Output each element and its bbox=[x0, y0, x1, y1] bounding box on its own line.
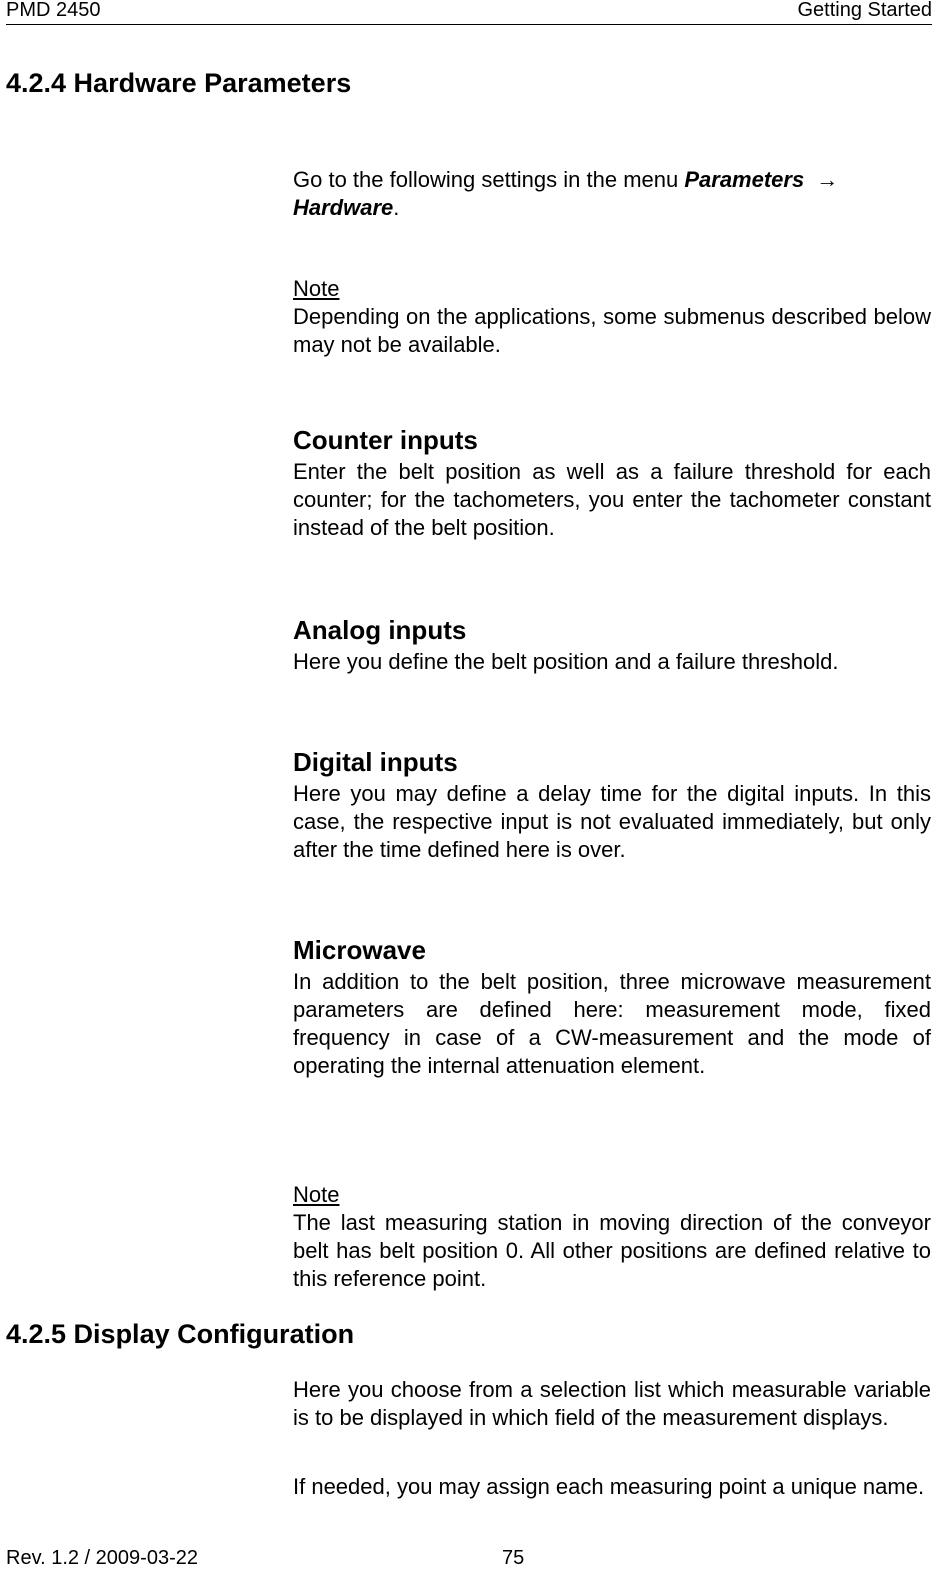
page-footer bbox=[6, 1548, 932, 1572]
microwave-heading: Microwave bbox=[293, 935, 426, 965]
counter-inputs-section bbox=[293, 424, 931, 542]
header-doc-title: PMD 2450 bbox=[6, 0, 101, 21]
intro-text: Go to the following settings in the menu bbox=[293, 167, 685, 192]
analog-inputs-heading: Analog inputs bbox=[293, 615, 467, 645]
header-chapter-title: Getting Started bbox=[797, 0, 932, 21]
menu-hardware: Hardware bbox=[293, 195, 394, 220]
footer-revision: Rev. 1.2 / 2009-03-22 bbox=[6, 1547, 198, 1569]
display-config-paragraph-1 bbox=[293, 1376, 931, 1432]
note-label-1: Note bbox=[293, 276, 340, 301]
display-config-text-1: Here you choose from a selection list which measurable variable is to be displayed in which field of the measurement displays. bbox=[293, 1377, 931, 1430]
intro-paragraph bbox=[293, 166, 931, 222]
digital-inputs-section bbox=[293, 746, 931, 864]
page-header bbox=[6, 0, 932, 25]
note-block-2 bbox=[293, 1181, 931, 1293]
arrow-right-icon: → bbox=[816, 167, 839, 192]
analog-inputs-text: Here you define the belt position and a failure threshold. bbox=[293, 649, 839, 674]
counter-inputs-heading: Counter inputs bbox=[293, 425, 478, 455]
digital-inputs-heading: Digital inputs bbox=[293, 747, 458, 777]
section-title-display-configuration: 4.2.5 Display Configuration bbox=[6, 1319, 355, 1349]
microwave-text: In addition to the belt position, three microwave measurement parameters are defined here: measurement mode, fixed frequency in case of a CW-measurement and the mode of operating the internal attenuation element. bbox=[293, 969, 931, 1078]
menu-parameters: Parameters bbox=[684, 167, 805, 192]
section-title-hardware-parameters: 4.2.4 Hardware Parameters bbox=[6, 68, 352, 98]
microwave-section bbox=[293, 934, 931, 1080]
note-label-2: Note bbox=[293, 1182, 340, 1207]
intro-period: . bbox=[393, 195, 400, 220]
note-text-2: The last measuring station in moving direction of the conveyor belt has belt position 0. All other positions are defined relative to this reference point. bbox=[293, 1210, 931, 1291]
counter-inputs-text: Enter the belt position as well as a failure threshold for each counter; for the tachometers, you enter the tachometer constant instead of the belt position. bbox=[293, 459, 931, 540]
page-number: 75 bbox=[502, 1547, 525, 1569]
display-config-paragraph-2 bbox=[293, 1473, 931, 1501]
note-block-1 bbox=[293, 275, 931, 359]
note-text-1: Depending on the applications, some submenus described below may not be available. bbox=[293, 304, 931, 357]
digital-inputs-text: Here you may define a delay time for the digital inputs. In this case, the respective input is not evaluated immediately, but only after the time defined here is over. bbox=[293, 781, 931, 862]
display-config-text-2: If needed, you may assign each measuring point a unique name. bbox=[293, 1474, 925, 1499]
analog-inputs-section bbox=[293, 614, 931, 676]
